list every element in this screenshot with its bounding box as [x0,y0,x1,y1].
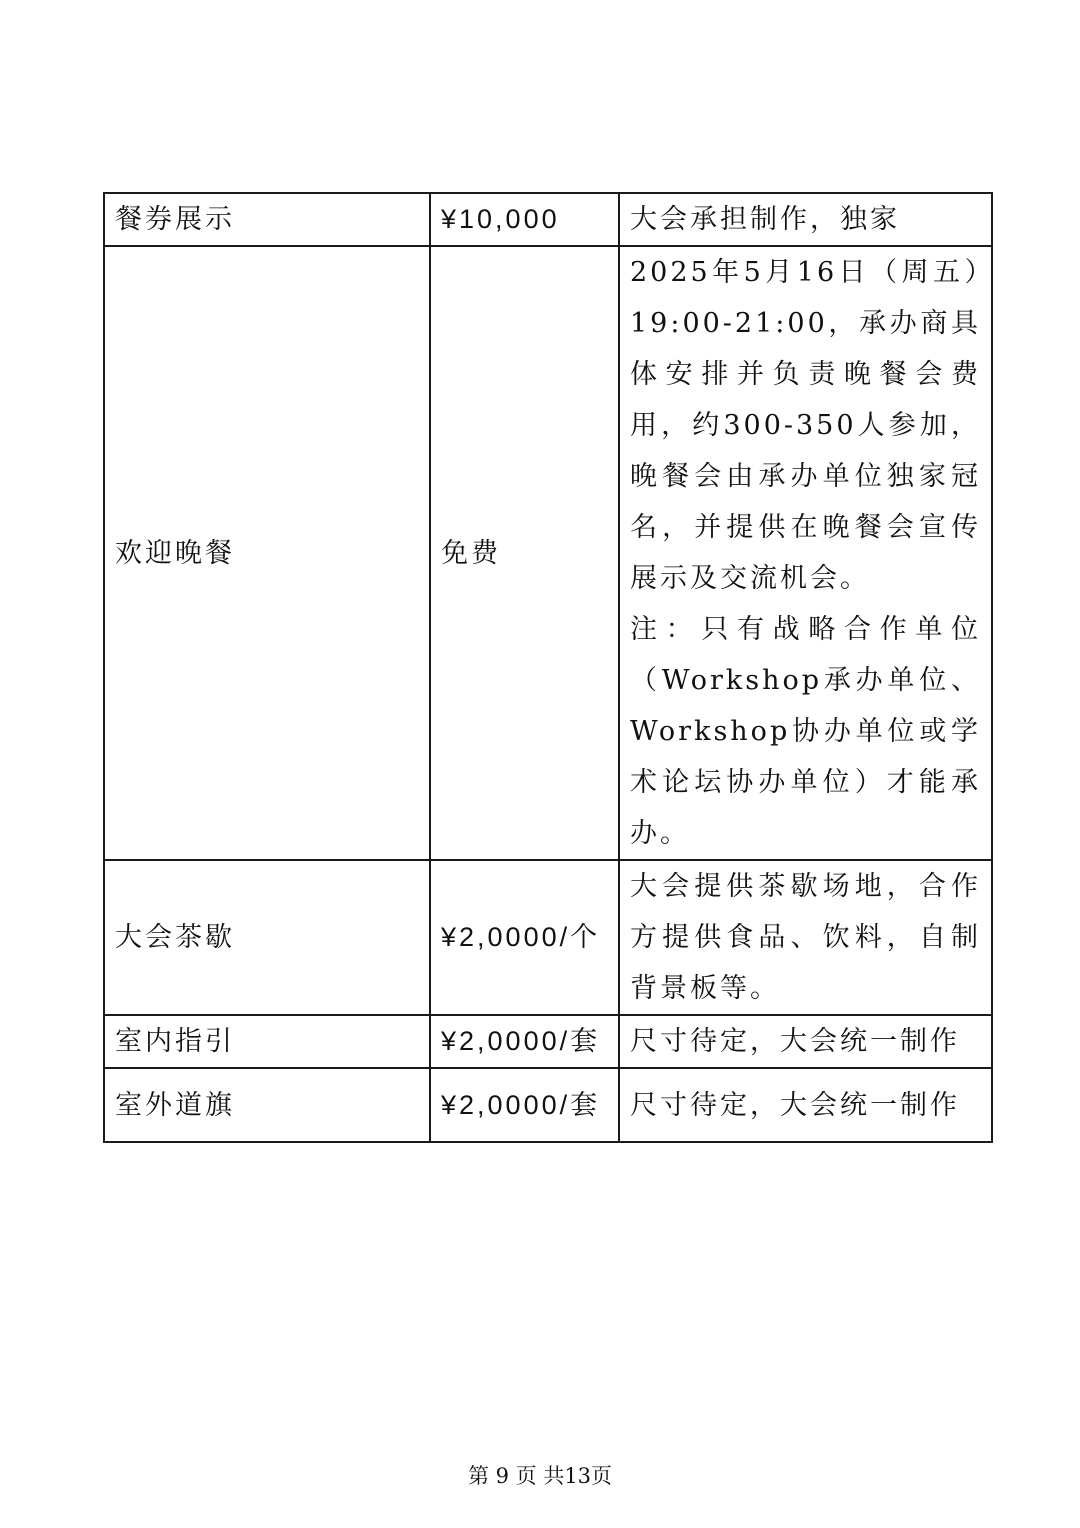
description-cell [619,246,992,860]
description-note: 注：只有战略合作单位（Workshop承办单位、Workshop协办单位或学术论坛协办单位）才能承办。 [630,614,981,849]
description-text: 大会承担制作，独家 [630,204,900,235]
price-value: ¥2,0000/ [441,1026,571,1056]
table-row [104,1068,992,1142]
description-text: 尺寸待定，大会统一制作 [630,1026,960,1057]
price-unit: 套 [570,1026,601,1057]
price-cell [430,246,619,860]
item-name-cell: 室内指引 [104,1015,430,1068]
price-cell [430,860,619,1015]
item-name-cell: 室外道旗 [104,1068,430,1142]
price-value: ¥2,0000/ [441,922,571,952]
description-cell [619,193,992,246]
table-row [104,860,992,1015]
price-value: ¥10,000 [441,204,560,234]
table-row [104,193,992,246]
description-text: 大会提供茶歇场地，合作方提供食品、饮料，自制背景板等。 [630,871,981,1004]
price-unit: 个 [570,922,601,953]
price-cell [430,193,619,246]
description-text: 2025年5月16日（周五）19:00-21:00，承办商具体安排并负责晚餐会费用，约300-350人参加，晚餐会由承办单位独家冠名，并提供在晚餐会宣传展示及交流机会。 [630,257,981,594]
price-value: 免费 [441,537,501,569]
price-cell [430,1068,619,1142]
price-value: ¥2,0000/ [441,1089,571,1120]
price-cell [430,1015,619,1068]
item-name-cell: 餐券展示 [104,193,430,246]
item-name-cell: 欢迎晚餐 [104,246,430,860]
item-name-cell: 大会茶歇 [104,860,430,1015]
sponsorship-table [103,192,993,1143]
description-cell [619,1015,992,1068]
description-cell [619,860,992,1015]
table-row [104,1015,992,1068]
table-row [104,246,992,860]
description-text: 尺寸待定，大会统一制作 [630,1089,960,1121]
page-number-footer: 第 9 页 共13页 [467,1464,613,1488]
price-unit: 套 [570,1089,601,1121]
description-cell [619,1068,992,1142]
